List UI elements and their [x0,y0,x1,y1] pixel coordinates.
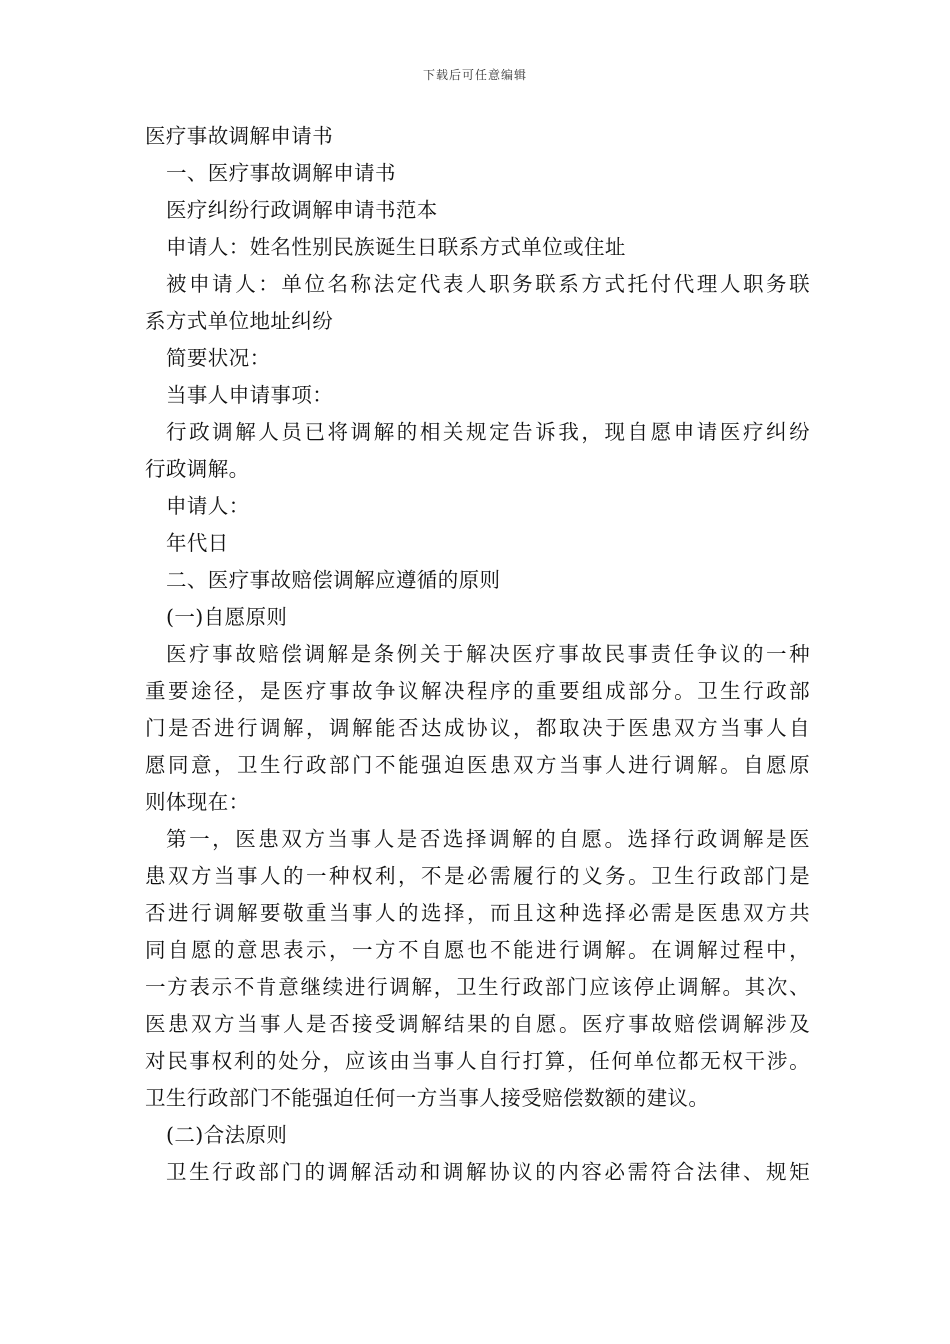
paragraph-line: 年代日 [166,531,229,555]
document-title: 医疗事故调解申请书 [145,124,334,148]
subsection-heading: (一)自愿原则 [166,605,288,629]
paragraph-line: 申请人： [166,494,250,518]
document-body [145,118,810,1191]
paragraph-line: 患双方当事人的一种权利，不是必需履行的义务。卫生行政部门是 [145,864,810,888]
paragraph-line: 否进行调解要敬重当事人的选择，而且这种选择必需是医患双方共 [145,901,810,925]
section-heading: 二、医疗事故赔偿调解应遵循的原则 [166,568,501,592]
paragraph-line: 行政调解。 [145,457,250,481]
paragraph-line: 当事人申请事项： [166,383,334,407]
paragraph-line: 重要途径，是医疗事故争议解决程序的重要组成部分。卫生行政部 [145,679,810,703]
paragraph-line: 卫生行政部门的调解活动和调解协议的内容必需符合法律、规矩 [166,1160,810,1184]
paragraph-line: 被申请人：单位名称法定代表人职务联系方式托付代理人职务联 [166,272,810,296]
paragraph-line: 行政调解人员已将调解的相关规定告诉我，现自愿申请医疗纠纷 [166,420,810,444]
paragraph-line: 门是否进行调解，调解能否达成协议，都取决于医患双方当事人自 [145,716,810,740]
paragraph-line: 卫生行政部门不能强迫任何一方当事人接受赔偿数额的建议。 [145,1086,710,1110]
section-heading: 一、医疗事故调解申请书 [166,161,396,185]
paragraph-line: 则体现在： [145,790,250,814]
paragraph-line: 同自愿的意思表示，一方不自愿也不能进行调解。在调解过程中， [145,938,810,962]
paragraph-line: 申请人：姓名性别民族诞生日联系方式单位或住址 [166,235,626,259]
paragraph-line: 医疗事故赔偿调解是条例关于解决医疗事故民事责任争议的一种 [166,642,810,666]
paragraph-line: 第一，医患双方当事人是否选择调解的自愿。选择行政调解是医 [166,827,810,851]
paragraph-line: 对民事权利的处分，应该由当事人自行打算，任何单位都无权干涉。 [145,1049,810,1073]
paragraph-line: 一方表示不肯意继续进行调解，卫生行政部门应该停止调解。其次、 [145,975,810,999]
paragraph-line: 愿同意，卫生行政部门不能强迫医患双方当事人进行调解。自愿原 [145,753,810,777]
subsection-heading: (二)合法原则 [166,1123,288,1147]
paragraph-line: 医疗纠纷行政调解申请书范本 [166,198,438,222]
paragraph-line: 简要状况： [166,346,271,370]
paragraph-line: 系方式单位地址纠纷 [145,309,334,333]
page-header-note: 下载后可任意编辑 [422,68,527,82]
paragraph-line: 医患双方当事人是否接受调解结果的自愿。医疗事故赔偿调解涉及 [145,1012,810,1036]
